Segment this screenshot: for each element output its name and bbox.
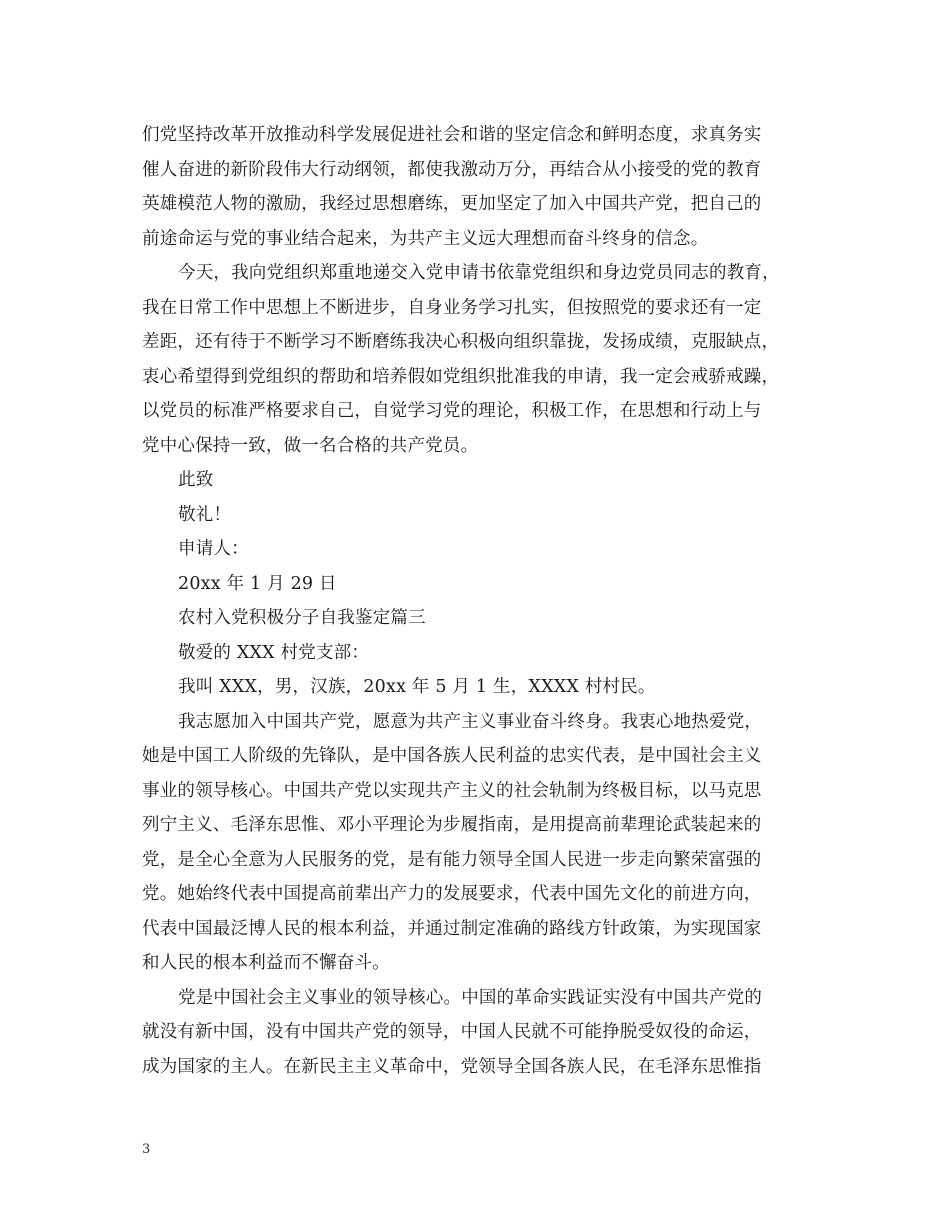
text-line: 党，是全心全意为人民服务的党，是有能力领导全国人民进一步走向繁荣富强的 <box>142 849 762 870</box>
body-text <box>142 118 822 1084</box>
self-intro-line: 我叫 XXX，男，汉族，20xx 年 5 月 1 生，XXXX 村村民。 <box>178 677 656 697</box>
text-line: 我在日常工作中思想上不断进步，自身业务学习扎实，但按照党的要求还有一定 <box>142 297 762 318</box>
page-number: 3 <box>142 1142 151 1157</box>
text-line: 列宁主义、毛泽东思惟、邓小平理论为步履指南，是用提高前辈理论武装起来的 <box>142 815 762 835</box>
greeting-line: 敬爱的 XXX 村党支部： <box>178 642 370 663</box>
text-line: 衷心希望得到党组织的帮助和培养假如党组织批准我的申请，我一定会戒骄戒躁， <box>142 366 780 387</box>
text-line: 我志愿加入中国共产党，愿意为共产主义事业奋斗终身。我衷心地热爱党， <box>178 711 763 732</box>
text-line: 英雄模范人物的激励，我经过思想磨练，更加坚定了加入中国共产党，把自己的 <box>142 194 762 214</box>
text-line: 党中心保持一致，做一名合格的共产党员。 <box>142 435 479 456</box>
text-line: 党。她始终代表中国提高前辈出产力的发展要求，代表中国先文化的前进方向， <box>142 884 762 904</box>
document-body <box>142 118 822 1084</box>
text-line: 们党坚持改革开放推动科学发展促进社会和谐的坚定信念和鲜明态度，求真务实 <box>142 125 762 145</box>
text-line: 她是中国工人阶级的先锋队，是中国各族人民利益的忠实代表，是中国社会主义 <box>142 746 762 766</box>
date-line: 20xx 年 1 月 29 日 <box>178 573 337 594</box>
text-line: 党是中国社会主义事业的领导核心。中国的革命实践证实没有中国共产党的 <box>178 987 763 1008</box>
text-line: 前途命运与党的事业结合起来，为共产主义远大理想而奋斗终身的信念。 <box>142 228 709 249</box>
text-line: 代表中国最泛博人民的根本利益，并通过制定准确的路线方针政策，为实现国家 <box>142 918 762 939</box>
closing-salutation: 此致 <box>178 470 214 490</box>
text-line: 以党员的标准严格要求自己，自觉学习党的理论，积极工作，在思想和行动上与 <box>142 401 762 421</box>
text-line: 和人民的根本利益而不懈奋斗。 <box>142 953 390 973</box>
applicant-label: 申请人： <box>178 539 249 559</box>
text-line: 催人奋进的新阶段伟大行动纲领，都使我激动万分，再结合从小接受的党的教育 <box>142 159 762 180</box>
text-line: 成为国家的主人。在新民主主义革命中，党领导全国各族人民，在毛泽东思惟指 <box>142 1056 762 1077</box>
closing-regards: 敬礼！ <box>178 504 232 525</box>
text-line: 事业的领导核心。中国共产党以实现共产主义的社会轨制为终极目标，以马克思 <box>142 780 762 801</box>
text-line: 差距，还有待于不断学习不断磨练我决心积极向组织靠拢，发扬成绩，克服缺点， <box>142 332 780 352</box>
section-title: 农村入党积极分子自我鉴定篇三 <box>178 608 426 628</box>
text-line: 就没有新中国，没有中国共产党的领导，中国人民就不可能挣脱受奴役的命运， <box>142 1022 762 1042</box>
text-line: 今天，我向党组织郑重地递交入党申请书依靠党组织和身边党员同志的教育， <box>178 263 780 283</box>
